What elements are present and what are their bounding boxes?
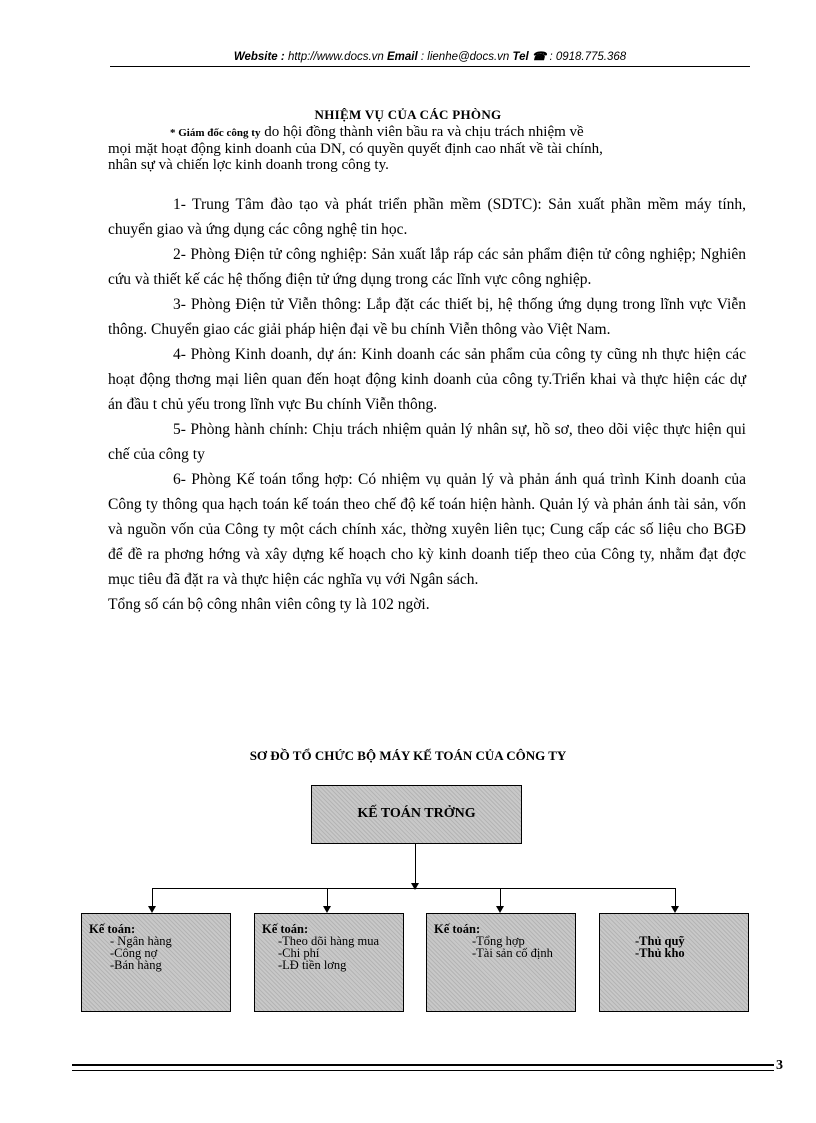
chief-accountant-label: KẾ TOÁN TRỞNG: [357, 806, 476, 821]
director-label: * Giám đốc công ty: [170, 127, 261, 139]
department-item: 2- Phòng Điện tử công nghiệp: Sản xuất lắp ráp các sản phẩm điện tử công nghiệp; Nghiên cứu và thiết kế các hệ thống điện tử ứng dụng trong các lĩnh vực công nghiệp.: [108, 246, 746, 288]
box-title: Kế toán:: [434, 922, 481, 936]
website-label: Website :: [233, 51, 285, 63]
connector-branch-4: [675, 888, 676, 907]
footer-divider: [72, 1064, 774, 1066]
chief-accountant-box: [311, 785, 522, 844]
box-line: - Ngân hàng: [110, 934, 172, 948]
box-line: -Tổng hợp: [472, 934, 525, 948]
connector-vertical-main: [415, 843, 416, 885]
accounting-box-general: [426, 913, 576, 1012]
arrow-down-icon: [148, 906, 156, 913]
box-line: -Thủ quỹ: [635, 934, 685, 948]
department-item: 4- Phòng Kinh doanh, dự án: Kinh doanh các sản phẩm của công ty cũng nh thực hiện các hoạt động thơng mại liên quan đến hoạt động kinh doanh của công ty.Triển khai và thực hiện các dự án đầu t chủ yếu trong lĩnh vực Bu chính Viễn thông.: [108, 346, 746, 413]
intro-line-3: nhân sự và chiến lợc kinh doanh trong công ty.: [108, 157, 389, 173]
box-line: -Theo dõi hàng mua: [278, 934, 380, 948]
email-value: : lienhe@docs.vn: [420, 51, 510, 63]
staff-total: Tổng số cán bộ công nhân viên công ty là 102 ngời.: [108, 596, 430, 613]
connector-branch-3: [500, 888, 501, 907]
tel-value: : 0918.775.368: [549, 51, 627, 63]
department-item: 3- Phòng Điện tử Viễn thông: Lắp đặt các thiết bị, hệ thống ứng dụng trong lĩnh vực Viễn thông. Chuyển giao các giải pháp hiện đại về bu chính Viễn thông vào Việt Nam.: [108, 296, 746, 338]
intro-line-1: [108, 124, 748, 141]
page-number: 3: [776, 1058, 783, 1073]
arrow-down-icon: [496, 906, 504, 913]
department-list: [108, 192, 746, 617]
header-divider: [110, 66, 750, 67]
box-title: Kế toán:: [262, 922, 309, 936]
box-line: -Công nợ: [110, 946, 158, 960]
department-item: 6- Phòng Kế toán tổng hợp: Có nhiệm vụ quản lý và phản ánh quá trình Kinh doanh của Công ty thông qua hạch toán kế toán theo chế độ kế toán hiện hành. Quản lý và phản ánh tài sản, vốn và nguồn vốn của Công ty một cách chính xác, thờng xuyên liên tục; Cung cấp các số liệu cho BGĐ để đề ra phơng hớng và xây dựng kế hoạch cho kỳ kinh doanh tiếp theo của Công ty, nhằm đạt đợc mục tiêu đã đặt ra và thực hiện các nghĩa vụ với Ngân sách.: [108, 471, 746, 588]
arrow-down-icon: [323, 906, 331, 913]
box-title: Kế toán:: [89, 922, 136, 936]
intro-paragraph: [108, 124, 748, 173]
intro-lead-text: do hội đồng thành viên bầu ra và chịu trách nhiệm về: [260, 124, 584, 140]
website-value: http://www.docs.vn: [287, 51, 384, 63]
accounting-box-purchasing: [254, 913, 404, 1012]
box-line: -LĐ tiền lơng: [278, 958, 347, 972]
box-line: -Thủ kho: [635, 946, 685, 960]
connector-horizontal: [152, 888, 676, 889]
intro-line-2: mọi mặt hoạt động kinh doanh của DN, có quyền quyết định cao nhất về tài chính,: [108, 141, 603, 157]
page-title: NHIỆM VỤ CỦA CÁC PHÒNG: [314, 107, 502, 122]
footer-divider: [72, 1070, 774, 1071]
box-line: -Bán hàng: [110, 958, 162, 972]
department-item: 1- Trung Tâm đào tạo và phát triển phần mềm (SDTC): Sản xuất phần mềm máy tính, chuyển giao và ứng dụng các công nghệ tin học.: [108, 196, 746, 238]
phone-icon: ☎: [531, 51, 547, 63]
arrow-down-icon: [671, 906, 679, 913]
tel-label: Tel: [512, 51, 529, 63]
accounting-box-banking: [81, 913, 231, 1012]
cashier-warehouse-box: [599, 913, 749, 1012]
connector-branch-1: [152, 888, 153, 907]
org-chart-title: SƠ ĐỒ TỔ CHỨC BỘ MÁY KẾ TOÁN CỦA CÔNG TY: [249, 748, 567, 763]
connector-branch-2: [327, 888, 328, 907]
page-header: [110, 49, 750, 63]
department-item: 5- Phòng hành chính: Chịu trách nhiệm quản lý nhân sự, hồ sơ, theo dõi việc thực hiện qui chế của công ty: [108, 421, 746, 463]
box-line: -Tài sản cố định: [472, 946, 553, 960]
box-line: -Chi phí: [278, 946, 320, 960]
email-label: Email: [387, 51, 418, 63]
